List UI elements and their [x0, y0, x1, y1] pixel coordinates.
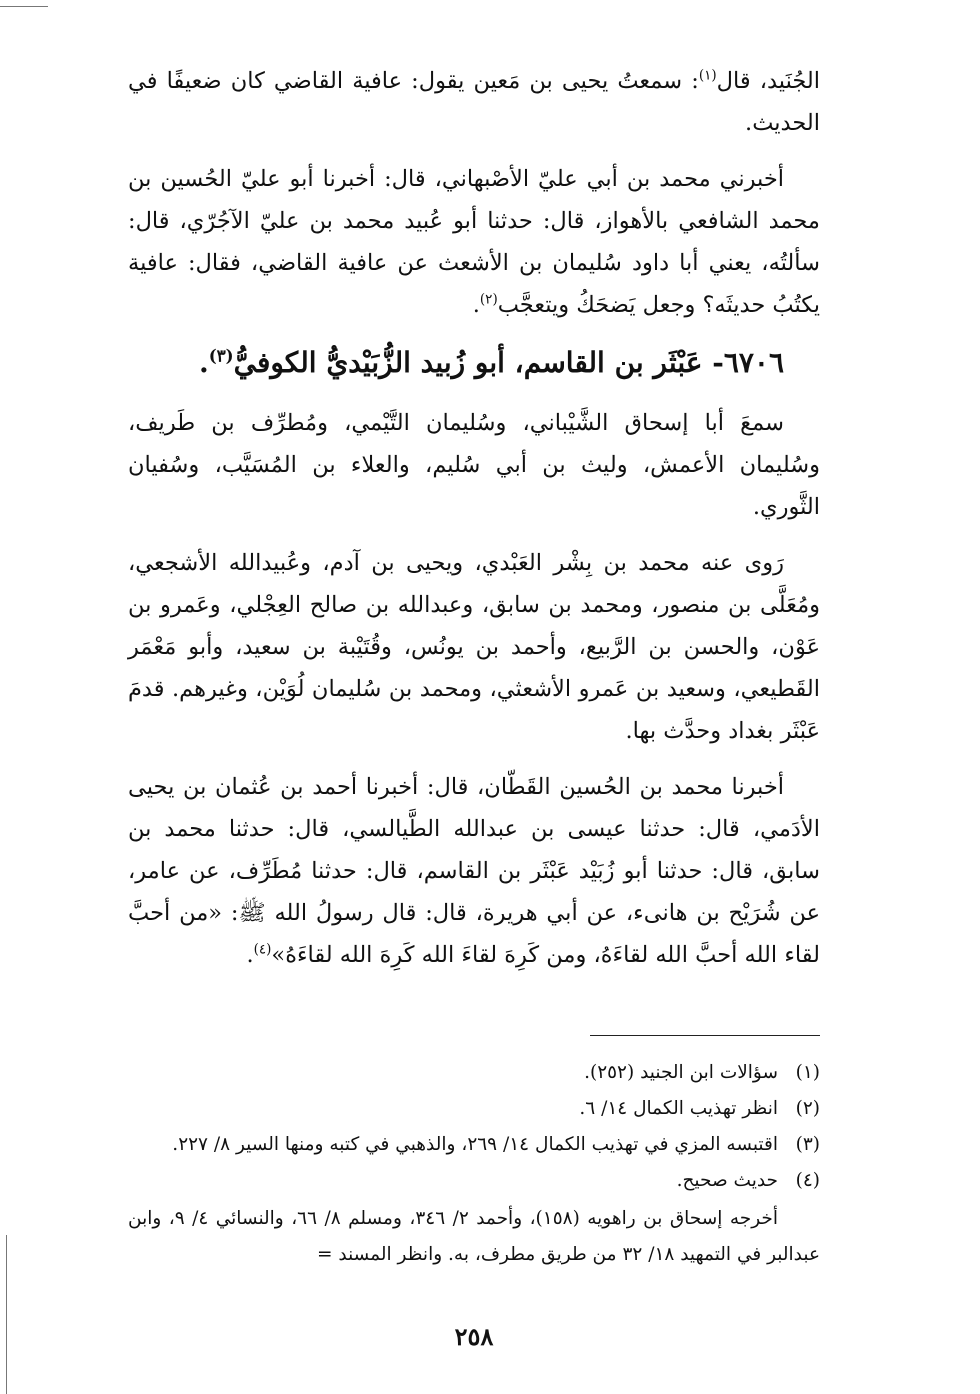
footnote-continuation: أخرجه إسحاق بن راهويه (١٥٨)، وأحمد ٢/ ٣٤٦، ومسلم ٨/ ٦٦، والنسائي ٤/ ٩، وابن عبدالبر في التمهيد ١٨/ ٣٢ من طريق مطرف، به. وانظر المسند = [128, 1208, 820, 1265]
footnote-separator [590, 1035, 820, 1036]
paragraph-isnad [128, 158, 820, 326]
footnotes [128, 1055, 820, 1273]
paragraph-text: أخبرني محمد بن أبي عليّ الأصْبهاني، قال: أخبرنا أبو عليّ الحُسين بن محمد الشافعي بالأهواز، قال: حدثنا أبو عُبيد محمد بن عليّ الآجُرّي، قال: سألتُه، يعني أبا داود سُليمان بن الأشعث عن عافية القاضي، فقال: عافية يكتُبُ حديثَه؟ وجعل يَضحَكُ ويتعجَّب [128, 166, 820, 318]
paragraph-text: أخبرنا محمد بن الحُسين القَطّان، قال: أخبرنا أحمد بن عُثمان بن يحيى الأدَمي، قال: حدثنا عيسى بن عبدالله الطَّيالسي، قال: حدثنا محمد بن سابق، قال: حدثنا أبو زُبَيْد عَبْثَر بن القاسم، قال: حدثنا مُطَرِّف، عن عامر، عن شُرَيْح بن هانىء، عن أبي هريرة، قال: قال رسولُ الله ﷺ: «من أحبَّ لقاء الله أحبَّ الله لقاءَهُ، ومن كَرِهَ لقاءَ الله كَرِهَ الله لقاءَهُ» [128, 774, 820, 968]
footnote-ref[interactable]: (٤) [253, 941, 272, 958]
entry-heading [128, 340, 820, 386]
footnote [128, 1127, 820, 1163]
book-page [128, 60, 820, 1394]
footnote-number: (٢) [795, 1098, 820, 1119]
footnote-text: اقتبسه المزي في تهذيب الكمال ١٤/ ٢٦٩، والذهبي في كتبه ومنها السير ٨/ ٢٢٧. [172, 1134, 778, 1155]
entry-title: . [198, 346, 209, 379]
footnote [128, 1091, 820, 1127]
paragraph-text: : سمعتُ يحيى بن مَعين يقول: عافية القاضي كان ضعيفًا في الحديث. [128, 68, 820, 136]
paragraph-text: . [472, 292, 480, 318]
footnote-ref[interactable]: (١) [698, 67, 717, 84]
scan-edge-mark [6, 1235, 7, 1394]
page-number: ٢٥٨ [454, 1322, 494, 1351]
footnote-number: (٣) [795, 1134, 820, 1155]
footnote [128, 1163, 820, 1199]
footnote-text: سؤالات ابن الجنيد (٢٥٢). [584, 1062, 778, 1083]
footnote [128, 1055, 820, 1091]
footnote-ref[interactable]: (٣) [208, 345, 234, 366]
footnote-text: انظر تهذيب الكمال ١٤/ ٦. [579, 1098, 778, 1119]
footnote-number: (٤) [795, 1170, 820, 1191]
footnote-number: (١) [795, 1062, 820, 1083]
paragraph-students: رَوى عنه محمد بن بِشْر العَبْدي، ويحيى بن آدم، وعُبيدالله الأشجعي، ومُعَلَّى بن منصور، ومحمد بن سابق، وعبدالله بن صالح العِجْلي، وعَمرو بن عَوْن، والحسن بن الرَّبيع، وأحمد بن يونُس، وقُتَيْبة بن سعيد، وأبو مَعْمَر القَطيعي، وسعيد بن عَمرو الأشعثي، ومحمد بن سُليمان لُوَيْن، وغيرهم. قدمَ عَبْثَر بغداد وحدَّث بها. [128, 550, 820, 744]
scan-edge-mark [0, 6, 48, 7]
paragraph-text: . [246, 942, 254, 968]
footnote-ref[interactable]: (٢) [479, 291, 498, 308]
paragraph-continuation [128, 60, 820, 144]
paragraph-teachers: سمعَ أبا إسحاق الشَّيْباني، وسُليمان التَّيْمي، ومُطرِّف بن طَريف، وسُليمان الأعمش، وليث بن أبي سُليم، والعلاء بن المُسَيَّب، وسُفيان الثَّوري. [128, 410, 820, 520]
paragraph-text: الجُنَيد، قال [716, 68, 820, 94]
footnote-text: حديث صحيح. [676, 1170, 778, 1191]
paragraph-hadith [128, 766, 820, 976]
entry-title: ٦٧٠٦- عَبْثَر بن القاسم، أبو زُبيد الزُّبَيْديُّ الكوفيُّ [233, 346, 784, 379]
